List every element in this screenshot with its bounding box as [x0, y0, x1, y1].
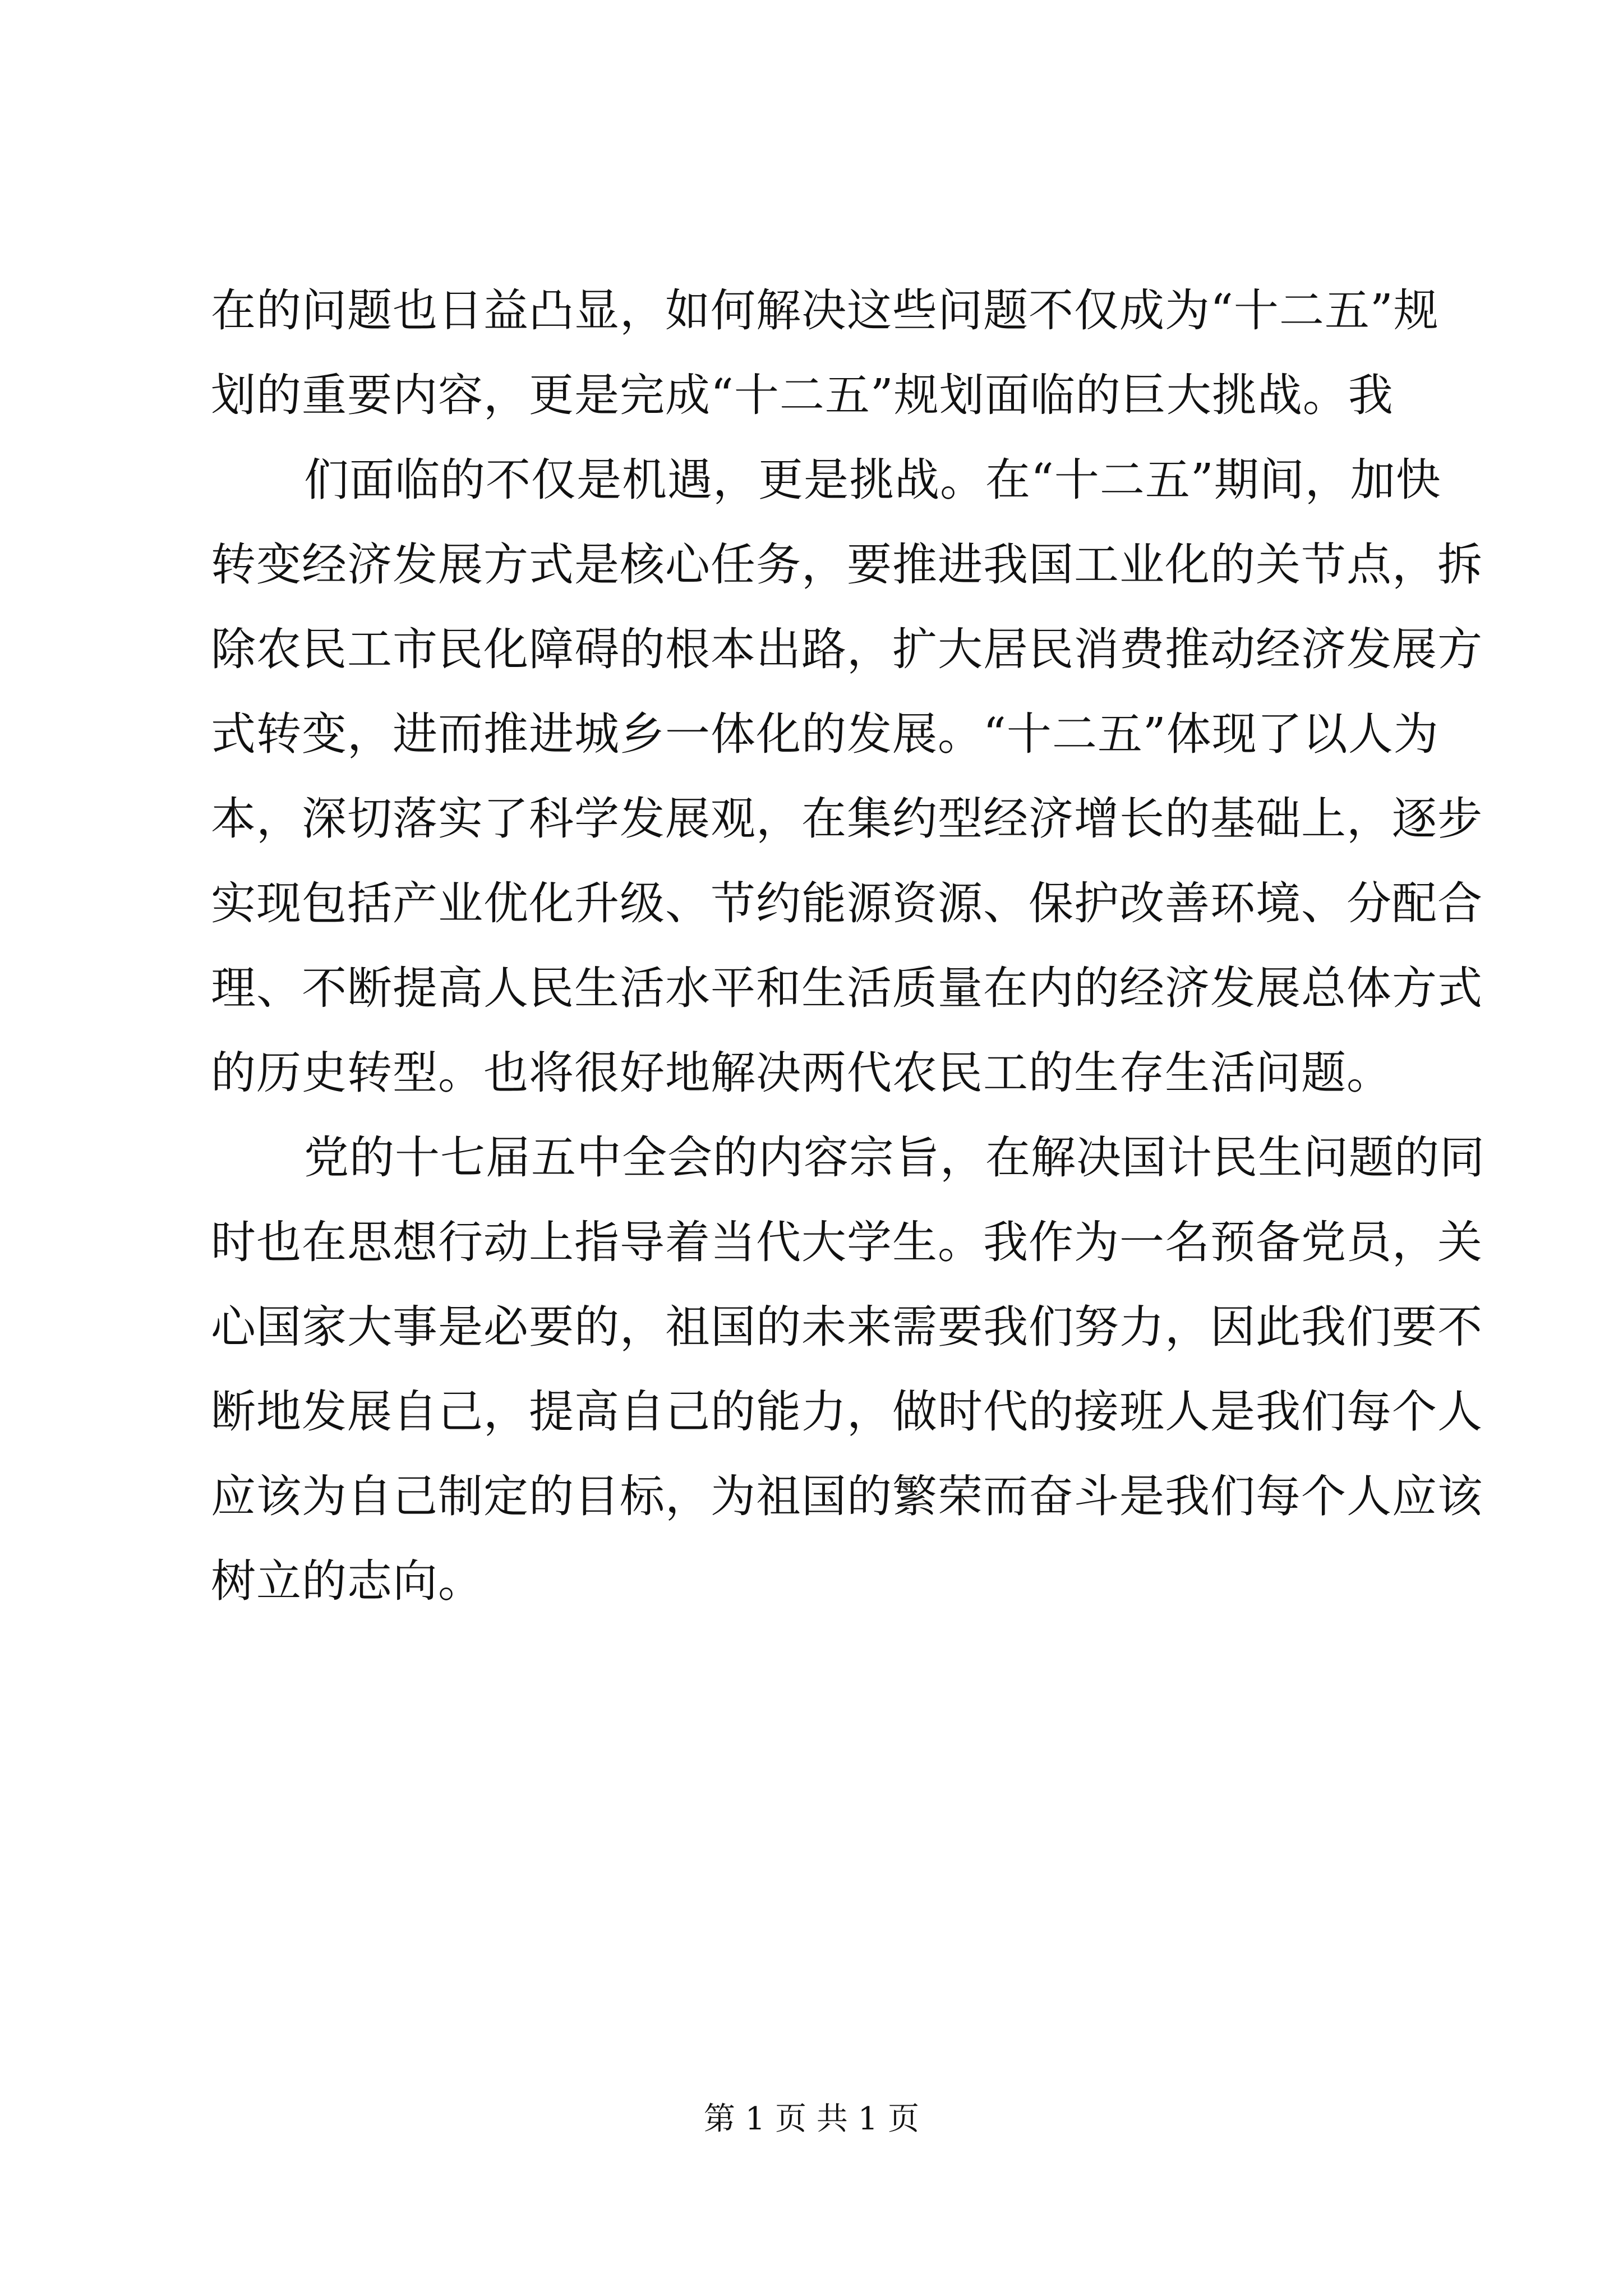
text-line: 实现包括产业优化升级、节约能源资源、保护改善环境、分配合	[211, 877, 1483, 930]
text-line: 应该为自己制定的目标，为祖国的繁荣而奋斗是我们每个人应该	[211, 1470, 1483, 1522]
text-line: 转变经济发展方式是核心任务，要推进我国工业化的关节点，拆	[211, 539, 1483, 591]
text-line: 们面临的不仅是机遇，更是挑战。在“十二五”期间，加快	[304, 454, 1441, 506]
paragraph-1	[211, 268, 1439, 438]
text-line: 在的问题也日益凸显，如何解决这些问题不仅成为“十二五”规	[211, 284, 1439, 337]
paragraph-3	[211, 1115, 1485, 1623]
text-line: 理、不断提高人民生活水平和生活质量在内的经济发展总体方式	[211, 962, 1483, 1014]
text-line: 本，深切落实了科学发展观，在集约型经济增长的基础上，逐步	[211, 793, 1483, 845]
text-line: 划的重要内容，更是完成“十二五”规划面临的巨大挑战。我	[211, 369, 1394, 421]
text-line: 除农民工市民化障碍的根本出路，扩大居民消费推动经济发展方	[211, 623, 1483, 675]
text-line: 式转变，进而推进城乡一体化的发展。“十二五”体现了以人为	[211, 708, 1439, 760]
text-line: 心国家大事是必要的，祖国的未来需要我们努力，因此我们要不	[211, 1301, 1483, 1353]
page-number-label: 第 1 页 共 1 页	[703, 2101, 920, 2137]
paragraph-2	[211, 438, 1483, 1115]
document-body	[211, 268, 1485, 1623]
page-footer	[0, 2097, 1623, 2142]
text-line: 的历史转型。也将很好地解决两代农民工的生存生活问题。	[211, 1047, 1392, 1099]
text-line: 党的十七届五中全会的内容宗旨，在解决国计民生问题的同	[304, 1131, 1485, 1184]
text-line: 树立的志向。	[211, 1555, 483, 1607]
text-line: 时也在思想行动上指导着当代大学生。我作为一名预备党员，关	[211, 1216, 1483, 1268]
text-line: 断地发展自己，提高自己的能力，做时代的接班人是我们每个人	[211, 1386, 1483, 1438]
